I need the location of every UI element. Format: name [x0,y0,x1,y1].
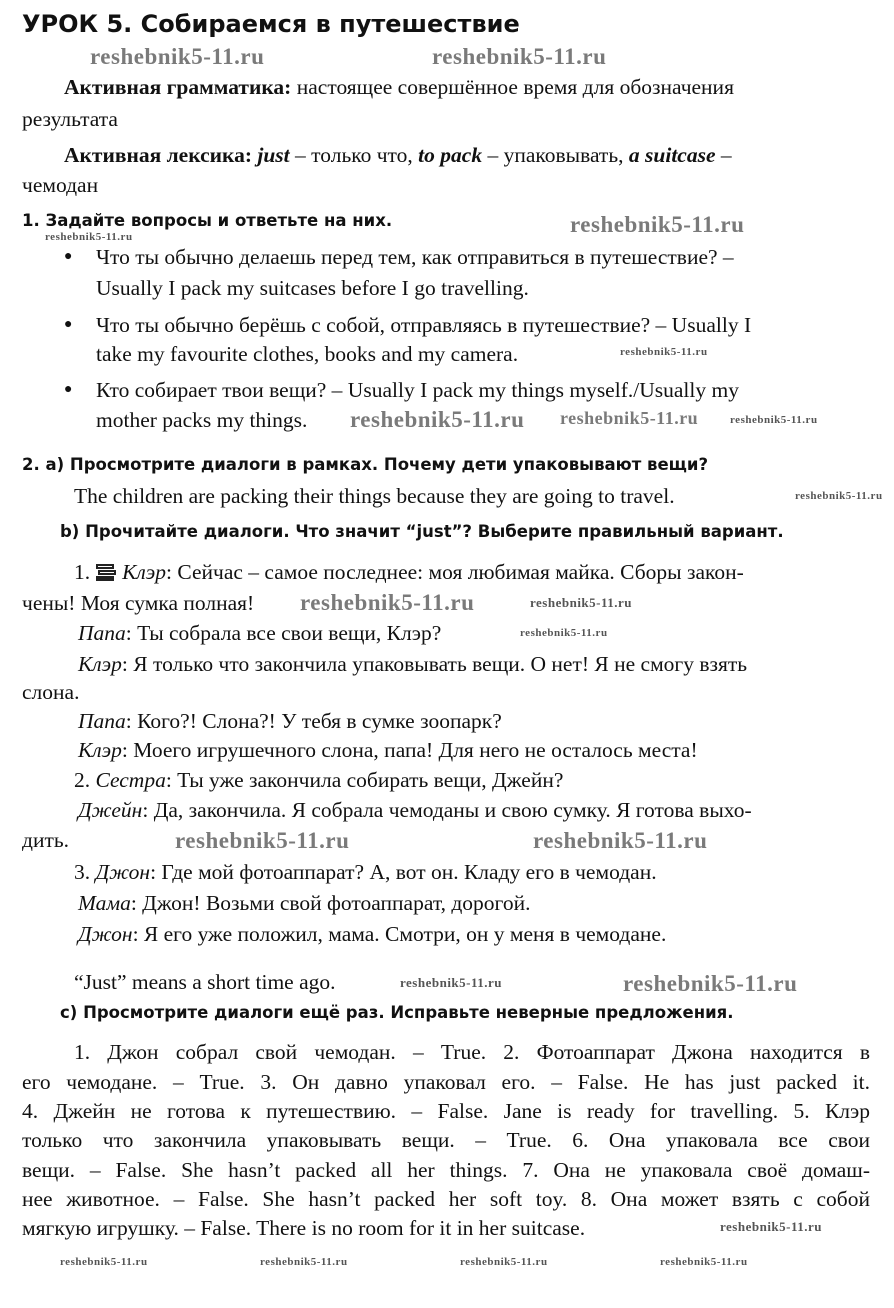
grammar-text: настоящее совершённое время для обозначения [291,75,734,99]
watermark: reshebnik5-11.ru [720,1219,823,1234]
vocab-translation: – упаковывать, [482,143,629,167]
dialog-line [78,890,870,916]
watermark: reshebnik5-11.ru [350,407,525,432]
dialog-line [74,767,870,793]
speaker: Джейн [78,798,143,822]
task-1-item-line: mother packs my things. [96,408,308,432]
watermark: reshebnik5-11.ru [620,346,708,358]
task-2a-answer: The children are packing their things because they are going to travel. [74,484,675,508]
dialog-number: 3. [74,860,91,884]
answer-line: 1. Джон собрал свой чемодан. – True. 2. Фотоаппарат Джона находится в [74,1040,870,1064]
dialog-text: : Ты уже закончила собирать вещи, Джейн? [165,768,564,792]
vocab-word: just [257,143,290,167]
watermark: reshebnik5-11.ru [260,1256,348,1268]
speaker: Папа [78,621,126,645]
watermark: reshebnik5-11.ru [530,595,633,610]
answer-line: только что закончила упаковывать вещи. – True. 6. Она упаковала все свои [22,1128,870,1152]
vocab-translation: – [715,143,732,167]
task-2b-heading: b) Прочитайте диалоги. Что значит “just”? Выберите правильный вариант. [60,522,784,541]
watermark: reshebnik5-11.ru [432,44,607,69]
vocab-translation: – только что, [289,143,419,167]
dialog-text: : Джон! Возьми свой фотоаппарат, дорогой. [130,891,531,915]
dialog-line: дить. [22,828,70,852]
task-2c-heading: c) Просмотрите диалоги ещё раз. Исправьте неверные предложения. [60,1003,734,1022]
dialog-line: слона. [22,680,80,704]
dialog-line [78,737,870,763]
speaker: Сестра [95,768,166,792]
watermark: reshebnik5-11.ru [623,971,798,996]
active-vocab-line [64,142,870,168]
dialog-text: : Кого?! Слона?! У тебя в сумке зоопарк? [125,709,502,733]
watermark: reshebnik5-11.ru [60,1256,148,1268]
watermark: reshebnik5-11.ru [560,408,699,428]
dialog-text: : Я только что закончила упаковывать вещи. О нет! Я не смогу взять [121,652,748,676]
dialog-line [78,651,870,677]
watermark: reshebnik5-11.ru [175,828,350,853]
answer-line: нее животное. – False. She hasn’t packed her soft toy. 8. Она может взять с собой [22,1187,870,1211]
speaker: Мама [78,891,131,915]
watermark: reshebnik5-11.ru [300,590,475,615]
dialog-line [74,859,870,885]
dialog-text: : Где мой фотоаппарат? А, вот он. Кладу его в чемодан. [150,860,657,884]
task-1-item-line: Кто собирает твои вещи? – Usually I pack my things myself./Usually my [96,378,739,402]
vocab-label: Активная лексика: [64,143,252,167]
watermark: reshebnik5-11.ru [795,490,883,502]
bullet-icon: ● [64,249,73,264]
dialog-text: : Да, закончила. Я собрала чемоданы и свою сумку. Я готова выхо- [142,798,752,822]
task-1-heading: 1. Задайте вопросы и ответьте на них. [22,211,393,230]
answer-line: вещи. – False. She hasn’t packed all her things. 7. Она не упаковала своё домаш- [22,1158,870,1182]
task-1-item-line: Что ты обычно делаешь перед тем, как отправиться в путешествие? – [96,245,734,269]
dialog-line [78,921,870,947]
speaker: Клэр [122,560,167,584]
watermark: reshebnik5-11.ru [660,1256,748,1268]
speaker: Клэр [78,738,122,762]
dialog-number: 1. [74,560,91,584]
speaker: Папа [78,709,126,733]
watermark: reshebnik5-11.ru [730,414,818,426]
dialog-line [78,797,870,823]
task-2b-answer: “Just” means a short time ago. [74,970,336,994]
speaker: Клэр [78,652,122,676]
page-title: УРОК 5. Собираемся в путешествие [22,10,520,38]
dialog-line [78,620,870,646]
dialog-text: : Сейчас – самое последнее: моя любимая майка. Сборы закон- [166,560,744,584]
books-icon [94,562,118,582]
dialog-text: : Ты собрала все свои вещи, Клэр? [125,621,442,645]
watermark: reshebnik5-11.ru [570,212,745,237]
answer-line: мягкую игрушку. – False. There is no room for it in her suitcase. [22,1216,586,1240]
task-2a-heading: 2. a) Просмотрите диалоги в рамках. Почему дети упаковывают вещи? [22,455,709,474]
watermark: reshebnik5-11.ru [533,828,708,853]
grammar-label: Активная грамматика: [64,75,292,99]
answer-line: его чемодане. – True. 3. Он давно упаковал его. – False. He has just packed it. [22,1070,870,1094]
bullet-icon: ● [64,382,73,397]
watermark: reshebnik5-11.ru [45,231,133,243]
speaker: Джон [95,860,151,884]
speaker: Джон [78,922,133,946]
active-grammar-line [64,74,870,100]
dialog-line [78,708,870,734]
bullet-icon: ● [64,317,73,332]
vocab-word: a suitcase [628,143,716,167]
dialog-number: 2. [74,768,91,792]
watermark: reshebnik5-11.ru [90,44,265,69]
dialog-line [74,559,870,585]
vocab-word: to pack [418,143,483,167]
task-1-item-line: take my favourite clothes, books and my camera. [96,342,519,366]
dialog-text: : Моего игрушечного слона, папа! Для него не осталось места! [121,738,698,762]
watermark: reshebnik5-11.ru [400,975,503,990]
task-1-item-line: Что ты обычно берёшь с собой, отправляясь в путешествие? – Usually I [96,313,752,337]
answer-line: 4. Джейн не готова к путешествию. – False. Jane is ready for travelling. 5. Клэр [22,1099,870,1123]
watermark: reshebnik5-11.ru [520,627,608,639]
dialog-text: : Я его уже положил, мама. Смотри, он у меня в чемодане. [132,922,667,946]
dialog-line: чены! Моя сумка полная! [22,591,255,615]
active-grammar-line-2: результата [22,107,118,131]
watermark: reshebnik5-11.ru [460,1256,548,1268]
active-vocab-line-2: чемодан [22,173,99,197]
task-1-item-line: Usually I pack my suitcases before I go travelling. [96,276,529,300]
